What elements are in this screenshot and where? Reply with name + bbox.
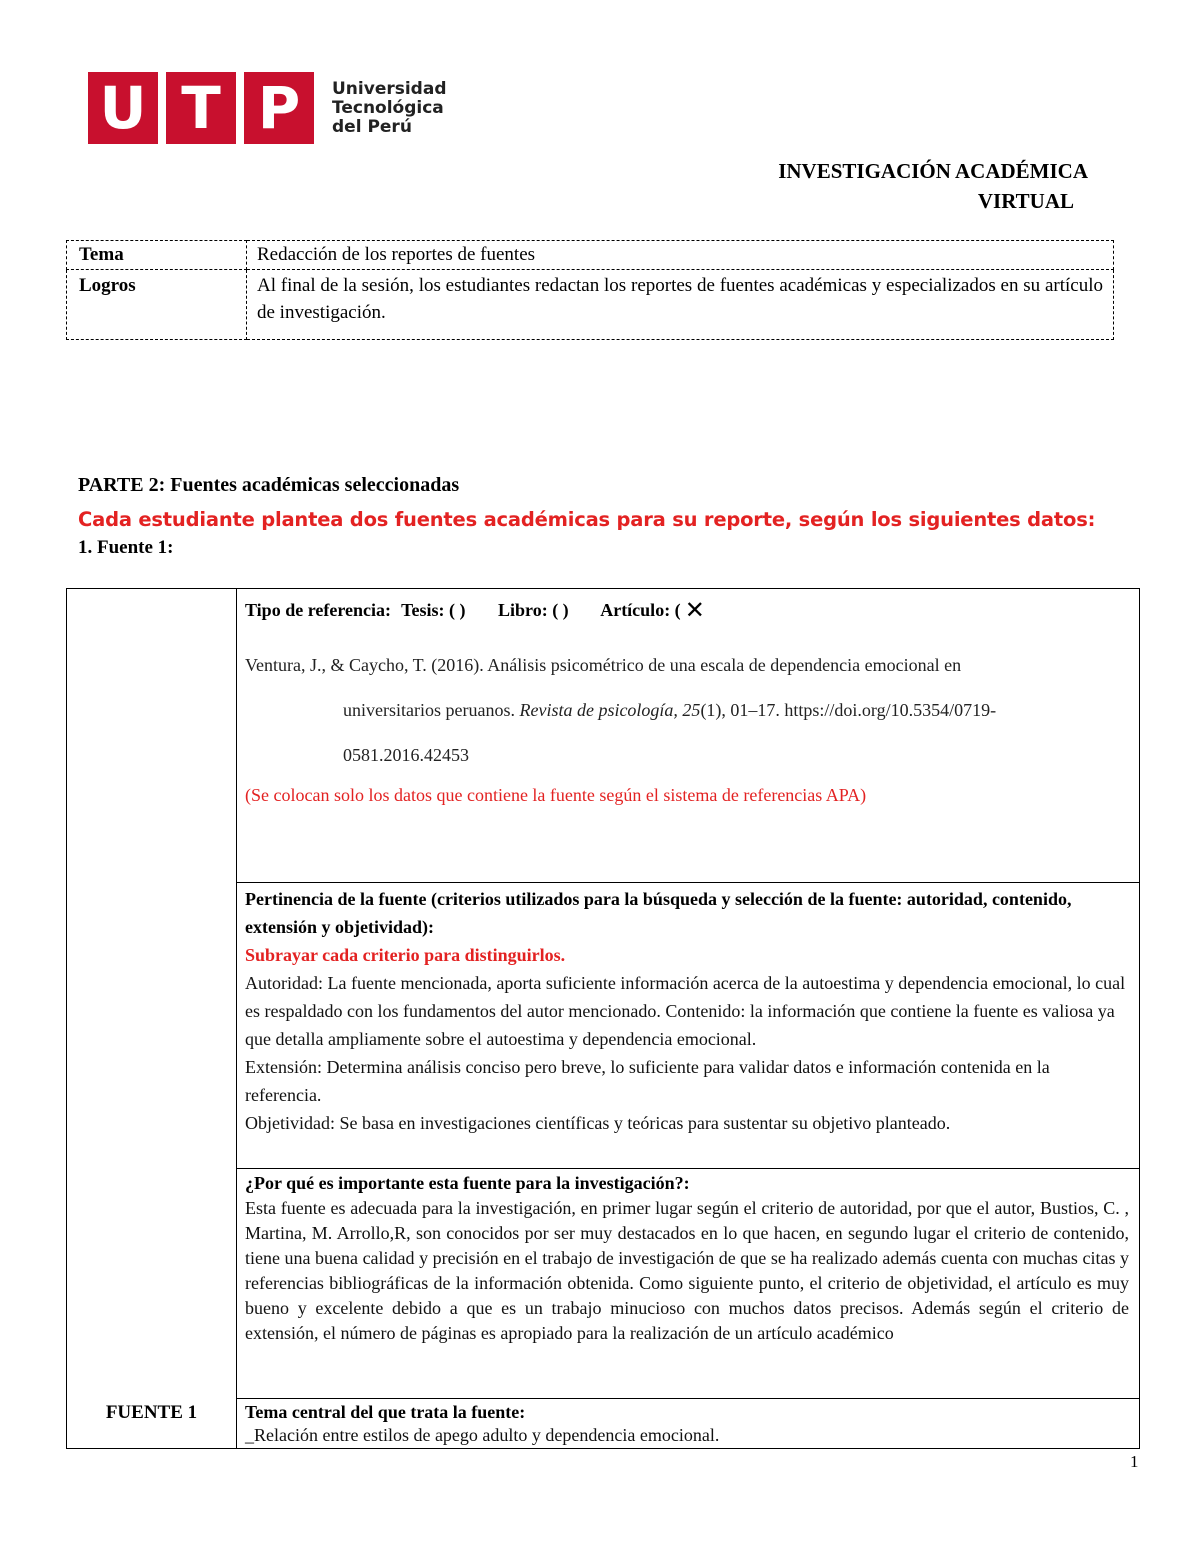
tema-central-cell xyxy=(237,1399,1140,1449)
source-table xyxy=(66,588,1140,1449)
extension-text: Extensión: Determina análisis conciso pero breve, lo suficiente para validar datos e información contenida en la referencia. xyxy=(245,1057,1050,1105)
tema-central-heading: Tema central del que trata la fuente: xyxy=(245,1402,526,1422)
apa-note: (Se colocan solo los datos que contiene la fuente según el sistema de referencias APA) xyxy=(245,785,867,805)
tipo-articulo: Artículo: ( xyxy=(600,600,681,620)
pertinencia-cell xyxy=(237,883,1140,1169)
fuente-heading: 1. Fuente 1: xyxy=(78,537,174,558)
importancia-cell xyxy=(237,1169,1140,1399)
tipo-referencia xyxy=(245,593,1129,625)
autoridad-text: Autoridad: La fuente mencionada, aporta suficiente información acerca de la autoestima y dependencia emocional, lo cual es respaldado con los fundamentos del autor mencionado. Contenido: la información que contiene la fuente es valiosa ya que detalla ampliamente sobre el autoestima y dependencia emocional. xyxy=(245,973,1126,1049)
tipo-libro: Libro: ( ) xyxy=(498,600,569,620)
objetividad-text: Objetividad: Se basa en investigaciones científicas y teóricas para sustentar su objetivo planteado. xyxy=(245,1113,951,1133)
logo-text-line3: del Perú xyxy=(332,116,412,137)
subrayar-note: Subrayar cada criterio para distinguirlos. xyxy=(245,945,566,965)
fuente-side-label: FUENTE 1 xyxy=(67,589,237,1449)
reference-line2-end: (1), 01–17. https://doi.org/10.5354/0719- xyxy=(700,700,997,720)
session-info-table xyxy=(66,240,1114,340)
reference-line2-start: universitarios peruanos. xyxy=(343,700,520,720)
tema-value: Redacción de los reportes de fuentes xyxy=(247,241,1114,270)
logo-text-line2: Tecnológica xyxy=(332,97,444,118)
source-row-reference xyxy=(67,589,1140,883)
logo-text-line1: Universidad xyxy=(332,78,447,99)
reference-line3: 0581.2016.42453 xyxy=(343,745,469,765)
logo-text xyxy=(332,80,446,137)
page-number: 1 xyxy=(1130,1452,1139,1471)
utp-logo xyxy=(88,72,446,144)
apa-reference xyxy=(245,643,1129,778)
logros-value: Al final de la sesión, los estudiantes redactan los reportes de fuentes académicas y especializados en su artículo de investigación. xyxy=(247,270,1114,340)
x-mark-icon: ✕ xyxy=(684,596,705,624)
logros-label: Logros xyxy=(67,270,247,340)
logo-letters xyxy=(88,72,314,144)
tema-label: Tema xyxy=(67,241,247,270)
reference-journal: Revista de psicología, 25 xyxy=(519,700,701,720)
course-title xyxy=(620,156,1090,216)
reference-line2 xyxy=(245,688,1129,733)
tema-central-body: _Relación entre estilos de apego adulto y dependencia emocional. xyxy=(245,1425,720,1445)
importancia-heading: ¿Por qué es importante esta fuente para la investigación?: xyxy=(245,1173,690,1193)
logo-letter-p: P xyxy=(244,72,314,144)
course-title-line1: INVESTIGACIÓN ACADÉMICA xyxy=(778,159,1088,183)
tema-row xyxy=(67,241,1114,270)
importancia-body: Esta fuente es adecuada para la investigación, en primer lugar según el criterio de autoridad, por que el autor, Bustios, C. , Martina, M. Arrollo,R, son conocidos por ser muy destacados en lo que hacen, en segundo lugar el criterio de contenido, tiene una buena calidad y precisión en el trabajo de investigación de que se ha realizado además cuenta con muchas citas y referencias bibliográficas de la información obtenida. Como siguiente punto, el criterio de objetividad, el artículo es muy bueno y excelente debido a que es un trabajo minucioso con muchos datos precisos. Además según el criterio de extensión, el número de páginas es apropiado para la realización de un artículo académico xyxy=(245,1198,1129,1343)
reference-line1: Ventura, J., & Caycho, T. (2016). Análisis psicométrico de una escala de dependencia emocional en xyxy=(245,655,962,675)
tipo-tesis: Tesis: ( ) xyxy=(401,600,466,620)
reference-cell xyxy=(237,589,1140,883)
logo-letter-u: U xyxy=(88,72,158,144)
logo-letter-t: T xyxy=(166,72,236,144)
course-title-line2: VIRTUAL xyxy=(977,189,1074,213)
part-heading: PARTE 2: Fuentes académicas seleccionadas xyxy=(78,474,460,496)
instruction-text: Cada estudiante plantea dos fuentes académicas para su reporte, según los siguientes datos: xyxy=(78,508,1096,531)
logros-row xyxy=(67,270,1114,340)
tipo-label: Tipo de referencia: xyxy=(245,600,391,620)
pertinencia-heading: Pertinencia de la fuente (criterios utilizados para la búsqueda y selección de la fuente: autoridad, contenido, extensión y objetividad): xyxy=(245,889,1072,937)
